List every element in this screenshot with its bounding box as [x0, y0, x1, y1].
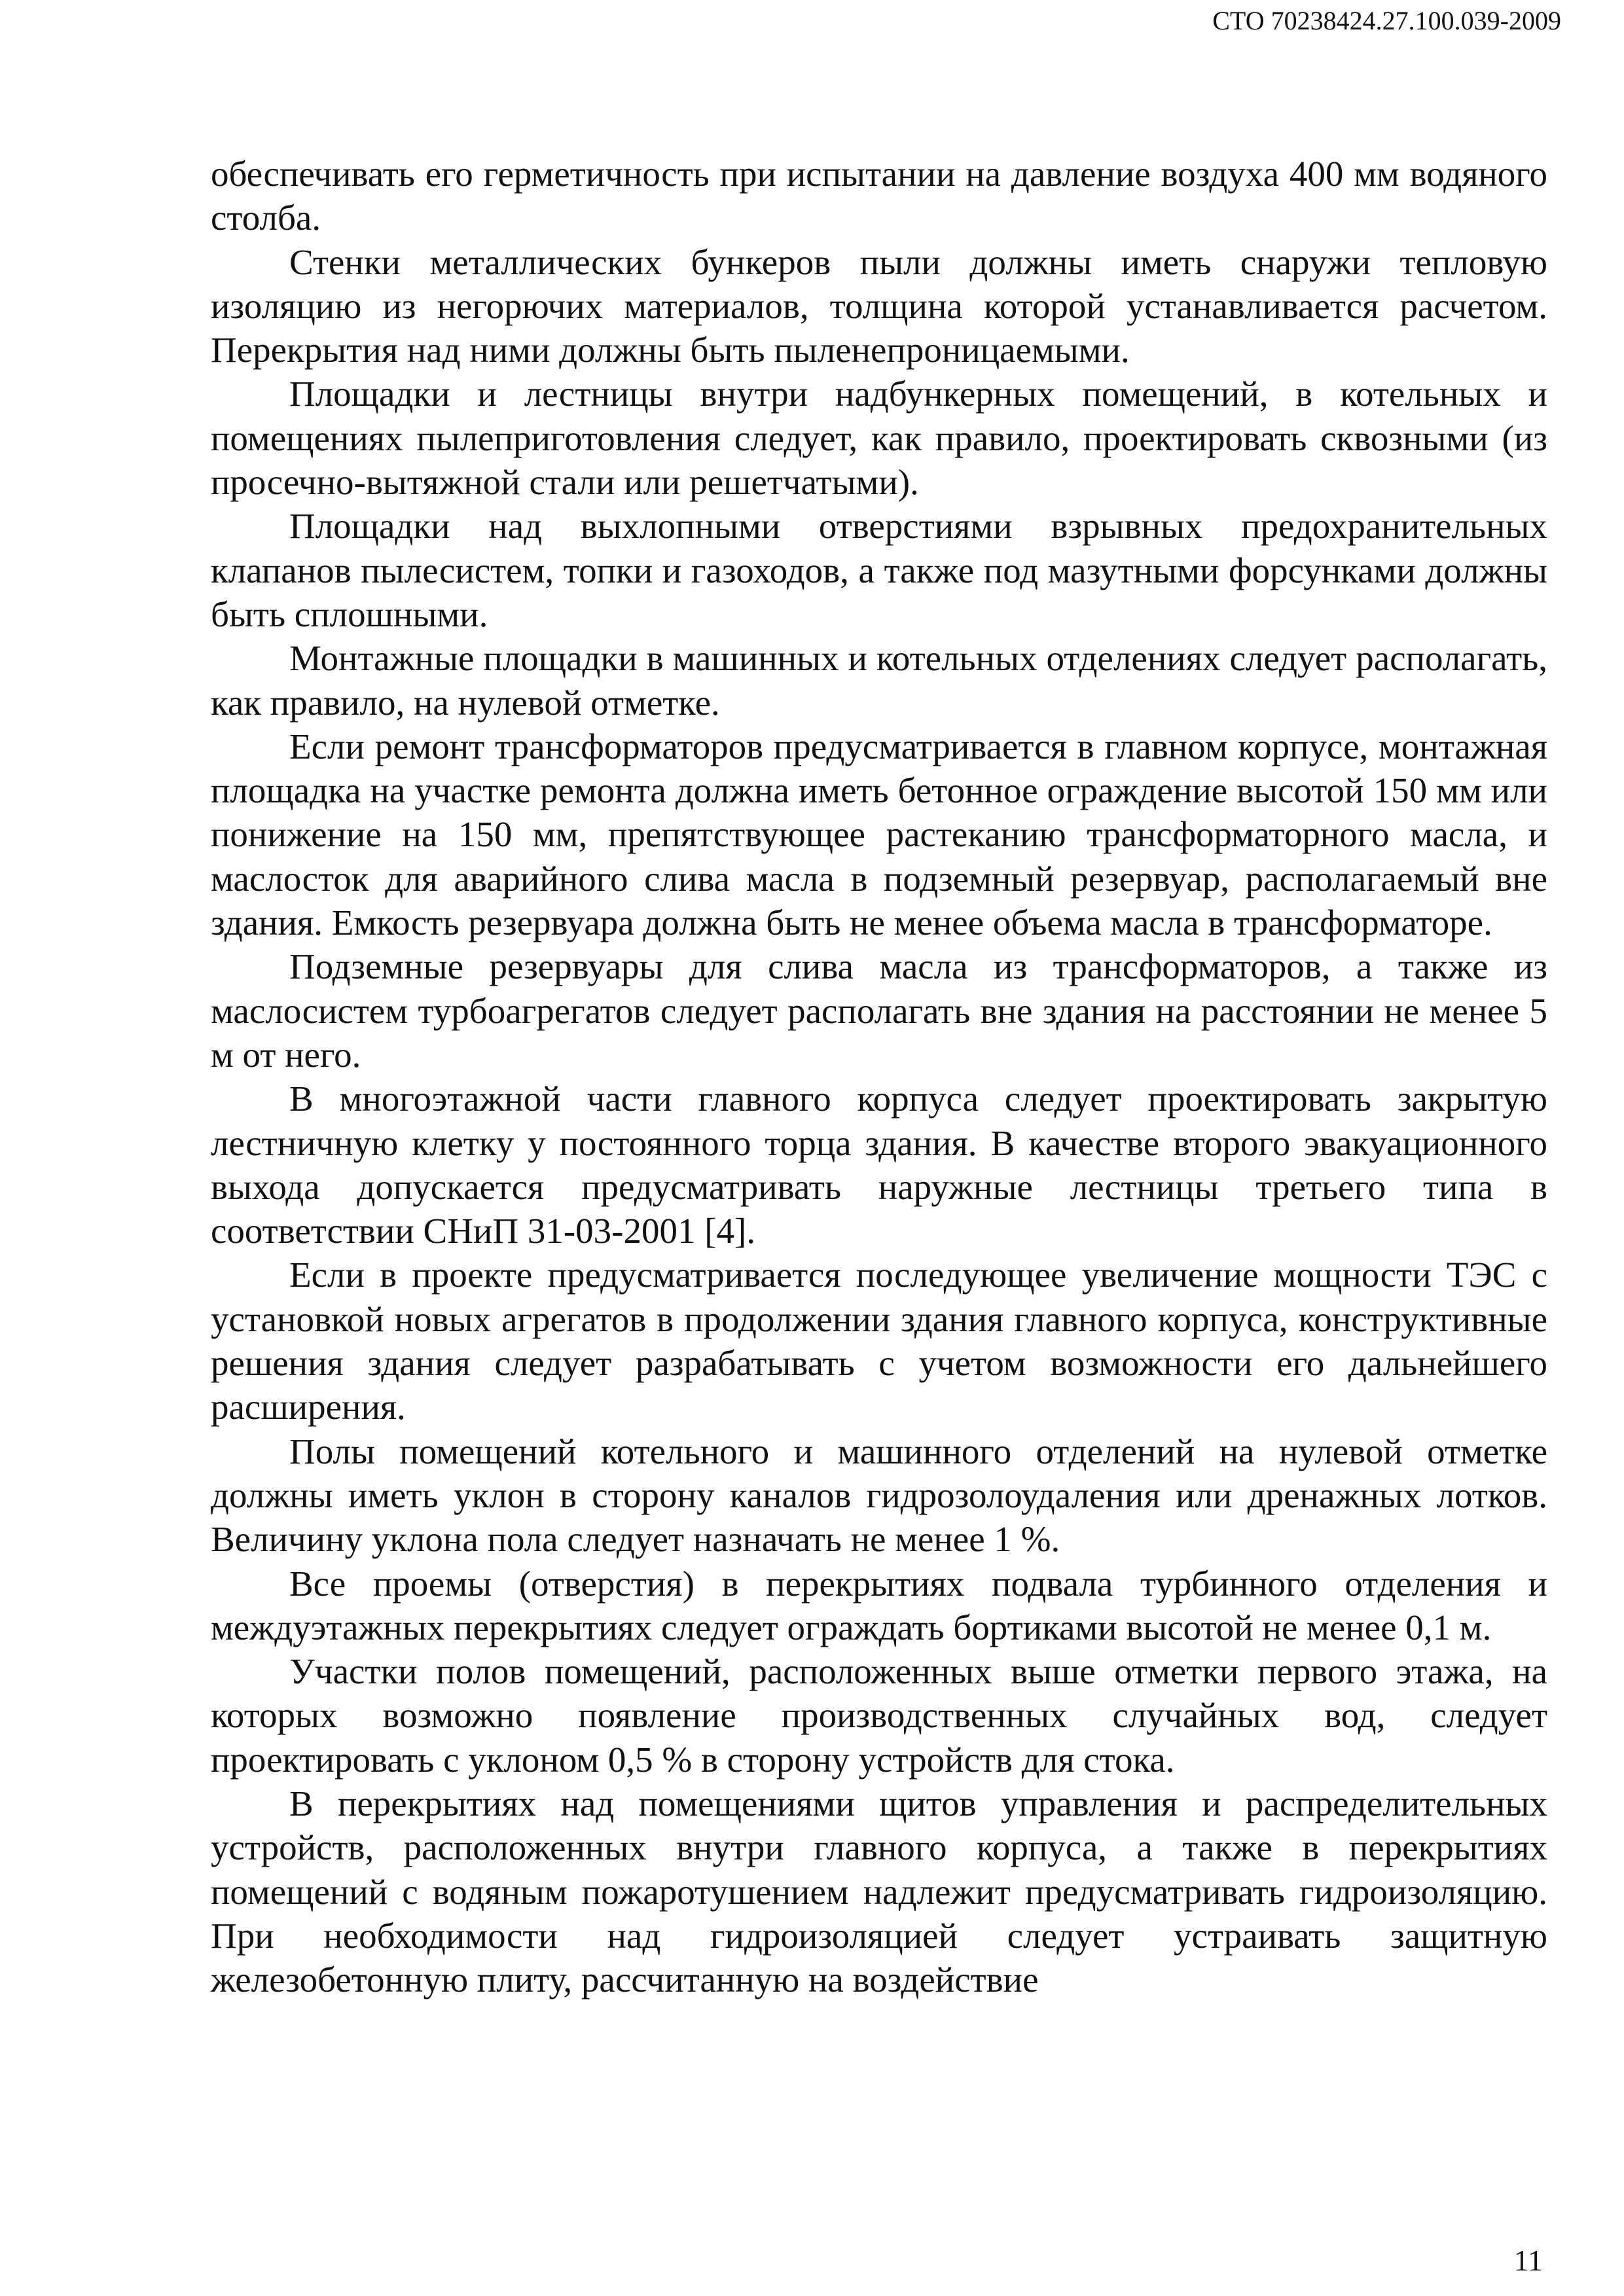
document-code: СТО 70238424.27.100.039-2009 — [1212, 6, 1561, 35]
paragraph-continuation: обеспечивать его герметичность при испытании на давление воздуха 400 мм водяного столба. — [211, 154, 1547, 238]
paragraph-floor-slope: Полы помещений котельного и машинного отделений на нулевой отметке должны иметь уклон в сторону каналов гидрозолоудаления или дренажных лотков. Величину уклона пола следует назначать не менее 1 %. — [211, 1431, 1547, 1560]
paragraph-platforms-stairs: Площадки и лестницы внутри надбункерных помещений, в котельных и помещениях пылеприготовления следует, как правило, проектировать сквозными (из просечно-вытяжной стали или решетчатыми). — [211, 374, 1547, 503]
page-number: 11 — [1513, 2244, 1543, 2277]
paragraph-expansion: Если в проекте предусматривается последующее увеличение мощности ТЭС с установкой новых агрегатов в продолжении здания главного корпуса, конструктивные решения здания следует разрабатывать с учетом возможности его дальнейшего расширения. — [211, 1255, 1547, 1427]
paragraph-bunker-walls: Стенки металлических бункеров пыли должны иметь снаружи тепловую изоляцию из негорючих материалов, толщина которой устанавливается расчетом. Перекрытия над ними должны быть пыленепроницаемыми. — [211, 242, 1547, 370]
paragraph-transformer-repair: Если ремонт трансформаторов предусматривается в главном корпусе, монтажная площадка на участке ремонта должна иметь бетонное ограждение высотой 150 мм или понижение на 150 мм, препятствующее растеканию трансформаторного масла, и маслосток для аварийного слива масла в подземный резервуар, располагаемый вне здания. Емкость резервуара должна быть не менее объема масла в трансформаторе. — [211, 726, 1547, 943]
paragraph-openings: Все проемы (отверстия) в перекрытиях подвала турбинного отделения и междуэтажных перекрытиях следует ограждать бортиками высотой не менее 0,1 м. — [211, 1563, 1547, 1647]
paragraph-mounting-platforms: Монтажные площадки в машинных и котельных отделениях следует располагать, как правило, на нулевой отметке. — [211, 638, 1547, 723]
document-body — [211, 152, 1547, 2001]
paragraph-platforms-valves: Площадки над выхлопными отверстиями взрывных предохранительных клапанов пылесистем, топки и газоходов, а также под мазутными форсунками должны быть сплошными. — [211, 506, 1547, 634]
paragraph-underground-tanks: Подземные резервуары для слива масла из трансформаторов, а также из маслосистем турбоагрегатов следует располагать вне здания на расстоянии не менее 5 м от него. — [211, 946, 1547, 1075]
paragraph-waterproofing: В перекрытиях над помещениями щитов управления и распределительных устройств, расположенных внутри главного корпуса, а также в перекрытиях помещений с водяным пожаротушением надлежит предусматривать гидроизоляцию. При необходимости над гидроизоляцией следует устраивать защитную железобетонную плиту, рассчитанную на воздействие — [211, 1783, 1547, 2000]
paragraph-upper-floors: Участки полов помещений, расположенных выше отметки первого этажа, на которых возможно появление производственных случайных вод, следует проектировать с уклоном 0,5 % в сторону устройств для стока. — [211, 1651, 1547, 1780]
paragraph-staircase: В многоэтажной части главного корпуса следует проектировать закрытую лестничную клетку у постоянного торца здания. В качестве второго эвакуационного выхода допускается предусматривать наружные лестницы третьего типа в соответствии СНиП 31-03-2001 [4]. — [211, 1079, 1547, 1251]
